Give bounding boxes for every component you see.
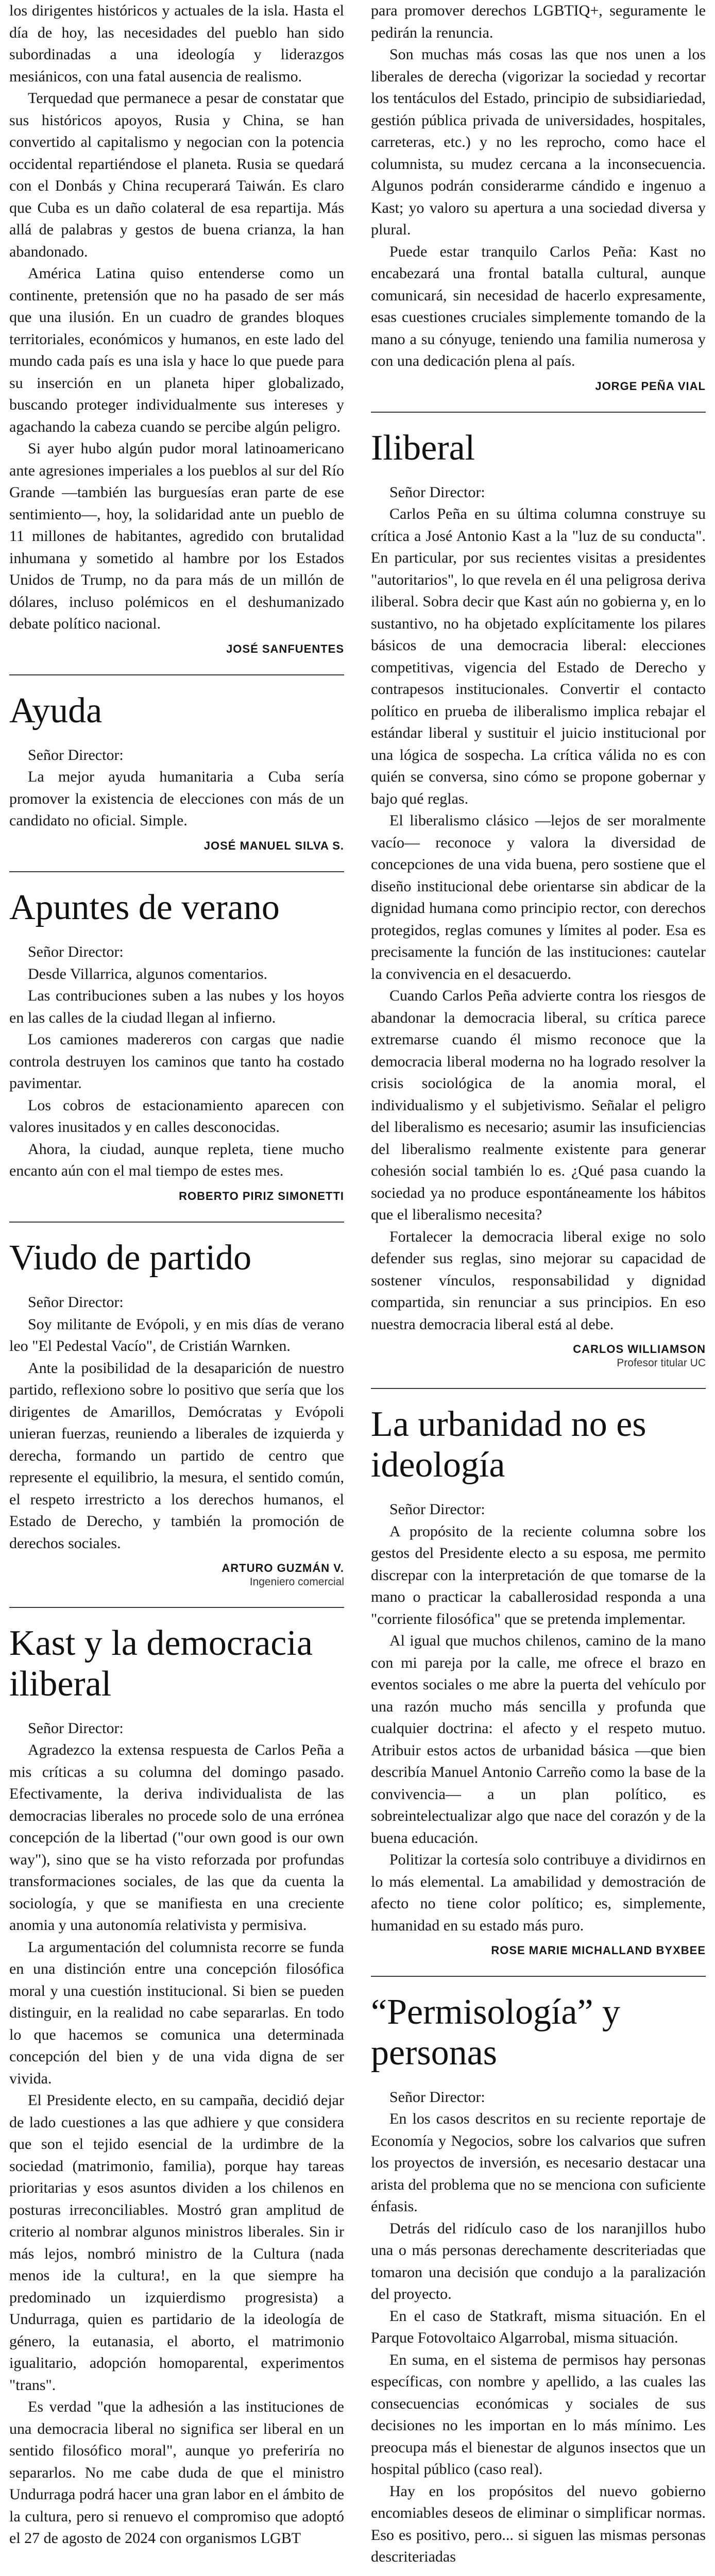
letter-salutation: Señor Director: [389,483,485,501]
letter-signature [371,1343,706,1369]
signature-name: JOSÉ MANUEL SILVA S. [203,839,344,852]
section-divider [9,674,344,675]
letter-title: Apuntes de verano [9,887,280,927]
letter-paragraph: los dirigentes históricos y actuales de la isla. Hasta el día de hoy, las necesidades del pueblo han sido subordinadas a una ideología y liderazgos mesiánicos, con una fatal ausencia de realismo. [9,2,344,85]
letter-paragraph: La argumentación del columnista recorre se funda en una distinción entre una concepción filosófica moral y una cuestión institucional. Si bien se pueden distinguir, en la realidad no cabe separarlas. En todo lo que hacemos se comunica una determinada concepción del bien y de una vida digna de ser vivida. [9,1938,344,2087]
letter-paragraph: Politizar la cortesía solo contribuye a dividirnos en lo más elemental. La amabilidad y demostración de afecto no tiene color político; es, simplemente, humanidad en su estado más puro. [371,1851,706,1934]
section-divider [9,1607,344,1608]
kast-letter-continuation [371,0,706,393]
letter-paragraph: Agradezco la extensa respuesta de Carlos Peña a mis críticas a su columna del domingo pasado. Efectivamente, la deriva individualista de las democracias liberales no procede solo de una errónea concepción de la libertad ("our own good is our own way"), sino que se ha visto reforzada por profundas transformaciones sociales, de las que da cuenta la sociología, y que se manifiesta en una creciente anomia y una autonomía relativista y permisiva. [9,1741,344,1934]
letter-salutation: Señor Director: [28,746,124,764]
letter-paragraph: Detrás del ridículo caso de los naranjillos hubo una o más personas derechamente descriteriadas que tomaron una decisión que condujo a la paralización del proyecto. [371,2219,706,2303]
letter-salutation: Señor Director: [389,2088,485,2106]
signature-name: ARTURO GUZMÁN V. [222,1562,344,1575]
letter-permisologia [371,1992,706,2568]
letter-paragraph: Ahora, la ciudad, aunque repleta, tiene mucho encanto aún con el mal tiempo de estes mes. [9,1140,344,1180]
letter-title: Viudo de partido [9,1238,252,1278]
letter-signature [9,642,344,656]
letter-paragraph: En los casos descritos en su reciente reportaje de Economía y Negocios, sobre los calvarios que sufren los proyectos de inversión, es necesario destacar una arista del problema que no se menciona con suficiente énfasis. [371,2110,706,2215]
section-divider [371,1388,706,1389]
letter-paragraph: El liberalismo clásico —lejos de ser moralmente vacío— reconoce y valora la diversidad de concepciones de una vida buena, pero sostiene que el diseño institucional debe orientarse sin abdicar de la dignidad humana como principio rector, con derechos protegidos, reglas comunes y límites al poder. Esa es precisamente la función de las instituciones: cautelar la convivencia en el desacuerdo. [371,812,706,982]
letter-title: “Permisología” y personas [371,1992,621,2073]
letter-salutation: Señor Director: [28,943,124,961]
letter-salutation: Señor Director: [28,1294,124,1311]
letter-signature [371,380,706,393]
letter-paragraph: América Latina quiso entenderse como un continente, pretensión que no ha pasado de ser más que una ilusión. En un cuadro de grandes bloques territoriales, económicos y humanos, en este lado del mundo cada país es una isla y hace lo que puede para su inserción en un planeta hiper globalizado, buscando proteger individualmente sus intereses y agachando la cabeza cuando se percibe algún peligro. [9,265,344,435]
letter-signature [9,839,344,853]
letter-paragraph: Los cobros de estacionamiento aparecen con valores inusitados y en calles desconocidas. [9,1096,344,1136]
letter-iliberal [371,428,706,1370]
letter-paragraph: Cuando Carlos Peña advierte contra los riesgos de abandonar la democracia liberal, su crítica parece extremarse cuando él mismo reconoce que la democracia liberal moderna no ha logrado resolver la crisis sociológica de la anomia moral, el individualismo y el subjetivismo. Señalar el peligro del liberalismo es necesario; asumir las insuficiencias del liberalismo realmente existente para generar cohesión social también lo es. ¿Qué pasa cuando la sociedad ya no produce espontáneamente los hábitos que el liberalismo necesita? [371,987,706,1224]
letter-paragraph: Los camiones madereros con cargas que nadie controla destruyen los caminos que tanto ha costado pavimentar. [9,1031,344,1092]
letter-paragraph: Hay en los propósitos del nuevo gobierno encomiables deseos de eliminar o simplificar normas. Eso es positivo, pero... si siguen las mismas personas descriteriadas [371,2482,706,2566]
section-divider [9,871,344,872]
letter-paragraph: Terquedad que permanece a pesar de constatar que sus históricos apoyos, Rusia y China, se han convertido al capitalismo y negocian con la potencia occidental repartiéndose el planeta. Rusia se quedará con el Donbás y China recuperará Taiwán. Es claro que Cuba es un daño colateral de esa repartija. Más allá de palabras y gestos de buena crianza, la han abandonado. [9,90,344,260]
letter-paragraph: En suma, en el sistema de permisos hay personas específicas, con nombre y apellido, a las cuales las consecuencias económicas y sociales de sus decisiones no les importan en lo más mínimo. Les preocupa más el bienestar de algunos insectos que un hospital público (caso real). [371,2351,706,2478]
letter-signature [9,1190,344,1203]
letter-paragraph: El Presidente electo, en su campaña, decidió dejar de lado cuestiones a las que adhiere y que considera que son el tejido esencial de la urdimbre de la sociedad (matrimonio, familia), porque hay tareas prioritarias y esos asuntos dividen a los chilenos en posturas irreconciliables. Mostró gran amplitud de criterio al nombrar algunos ministros liberales. Sin ir más lejos, nombró ministro de la Cultura (nada menos ide la cultura!, en la que siempre ha predominado un izquierdismo progresista) a Undurraga, quien es partidario de la ideología de género, la eutanasia, el aborto, el matrimonio igualitario, adopción homoparental, experimentos "trans". [9,2092,344,2394]
letter-ayuda [9,691,344,853]
letter-title: Iliberal [371,428,475,468]
letter-apuntes-de-verano [9,888,344,1203]
letter-paragraph: Es verdad "que la adhesión a las instituciones de una democracia liberal no significa ser liberal en un sentido filosófico moral", aunque yo preferiría no separarlos. No me cabe duda de que el ministro Undurraga podrá hacer una gran labor en el ámbito de la cultura, pero si renuevo el compromiso que adoptó el 27 de agosto de 2024 con organismos LGBT [9,2398,344,2547]
signature-name: ROSE MARIE MICHALLAND BYXBEE [491,1944,706,1957]
section-divider [371,1976,706,1977]
letter-title: La urbanidad no es ideología [371,1404,646,1485]
left-column [9,0,344,2576]
letter-paragraph: Si ayer hubo algún pudor moral latinoamericano ante agresiones imperiales a los pueblos al sur del Río Grande —también las burguesías eran parte de ese sentimiento—, hoy, la solidaridad ante un pueblo de 11 millones de habitantes, agredido con brutalidad inhumana y sometido al hambre por los Estados Unidos de Trump, no da para más de un millón de dólares, incluso polémicos en el deshumanizado debate político nacional. [9,440,344,632]
signature-name: JORGE PEÑA VIAL [595,379,706,393]
letter-paragraph: Fortalecer la democracia liberal exige no solo defender sus reglas, sino mejorar su capacidad de sostener vínculos, responsabilidad y dignidad compartida, sin renunciar a sus principios. En eso nuestra democracia liberal está al debe. [371,1228,706,1333]
signature-role: Ingeniero comercial [249,1576,344,1588]
letter-title: Kast y la democracia iliberal [9,1623,313,1704]
letter-kast-democracia-iliberal [9,1623,344,2550]
letter-signature [371,1944,706,1957]
letter-paragraph: Desde Villarrica, algunos comentarios. [28,965,267,982]
letter-salutation: Señor Director: [28,1719,124,1737]
letter-paragraph: La mejor ayuda humanitaria a Cuba sería promover la existencia de elecciones con más de un candidato no oficial. Simple. [9,768,344,829]
signature-name: JOSÉ SANFUENTES [226,642,344,655]
letter-title: Ayuda [9,690,103,731]
letter-paragraph: Puede estar tranquilo Carlos Peña: Kast no encabezará una frontal batalla cultural, aunque comunicará, sin necesidad de hacerlo expresamente, esas cuestiones cruciales simplemente tomando de la mano a su cónyuge, teniendo una familia numerosa y con una dedicación plena al país. [371,243,706,369]
letter-paragraph: Soy militante de Evópoli, y en mis días de verano leo "El Pedestal Vacío", de Cristián Warnken. [9,1315,344,1355]
letter-salutation: Señor Director: [389,1501,485,1518]
section-divider [371,412,706,413]
signature-name: CARLOS WILLIAMSON [573,1343,706,1356]
right-column [371,0,706,2576]
letter-paragraph: Las contribuciones suben a las nubes y los hoyos en las calles de la ciudad llegan al infierno. [9,987,344,1026]
signature-name: ROBERTO PIRIZ SIMONETTI [179,1189,344,1202]
signature-role: Profesor titular UC [617,1357,706,1369]
letter-paragraph: En el caso de Statkraft, misma situación. En el Parque Fotovoltaico Algarrobal, misma situación. [371,2307,706,2347]
letter-paragraph: para promover derechos LGBTIQ+, seguramente le pedirán la renuncia. [371,2,706,41]
letter-paragraph: Carlos Peña en su última columna construye su crítica a José Antonio Kast a la "luz de su conducta". En particular, por sus recientes visitas a presidentes "autoritarios", lo que revela en él una peligrosa deriva iliberal. Sobra decir que Kast aún no gobierna y, en lo sustantivo, no ha objetado explícitamente los pilares básicos de una democracia liberal: elecciones competitivas, vigencia del Estado de Derecho y contrapesos institucionales. Convertir el contacto político en prueba de iliberalismo implica rebajar el estándar liberal y sustituir el juicio institucional por una lógica de sospecha. La crítica válida no es con quién se conversa, sino cómo se propone gobernar y bajo qué reglas. [371,505,706,807]
letter-paragraph: Son muchas más cosas las que nos unen a los liberales de derecha (vigorizar la sociedad y recortar los tentáculos del Estado, principio de subsidiariedad, gestión pública privada de universidades, hospitales, carreteras, etc.) y no les reprocho, como hace el columnista, su mudez cercana a la inconsecuencia. Algunos podrán considerarme cándido e ingenuo a Kast; yo valoro su apertura a una sociedad diversa y plural. [371,46,706,238]
letter-urbanidad [371,1404,706,1957]
letter-viudo-de-partido [9,1238,344,1588]
letter-paragraph: A propósito de la reciente columna sobre los gestos del Presidente electo a su esposa, me permito discrepar con la interpretación de que tomarse de la mano o practicar la caballerosidad responda a una "corriente filosófica" que se pretenda implementar. [371,1522,706,1628]
letter-paragraph: Ante la posibilidad de la desaparición de nuestro partido, reflexiono sobre lo positivo que sería que los dirigentes de Amarillos, Demócratas y Evópoli unieran fuerzas, reuniendo a liberales de izquierda y derecha, formando un partido de centro que represente el equilibrio, la mesura, el sentido común, el respeto irrestricto a los derechos humanos, el Estado de Derecho, y también la promoción de derechos sociales. [9,1359,344,1552]
letter-signature [9,1562,344,1588]
letter-paragraph: Al igual que muchos chilenos, camino de la mano con mi pareja por la calle, me ofrece el brazo en eventos sociales o me abre la puerta del vehículo por una razón mucho más sencilla y profunda que cualquier doctrina: el afecto y el respeto mutuo. Atribuir estos actos de urbanidad básica —que bien describía Manuel Antonio Carreño como la base de la convivencia— a un plan político, es sobreintelectualizar algo que nace del corazón y de la buena educación. [371,1632,706,1846]
section-divider [9,1222,344,1223]
cuba-letter-continuation [9,0,344,656]
